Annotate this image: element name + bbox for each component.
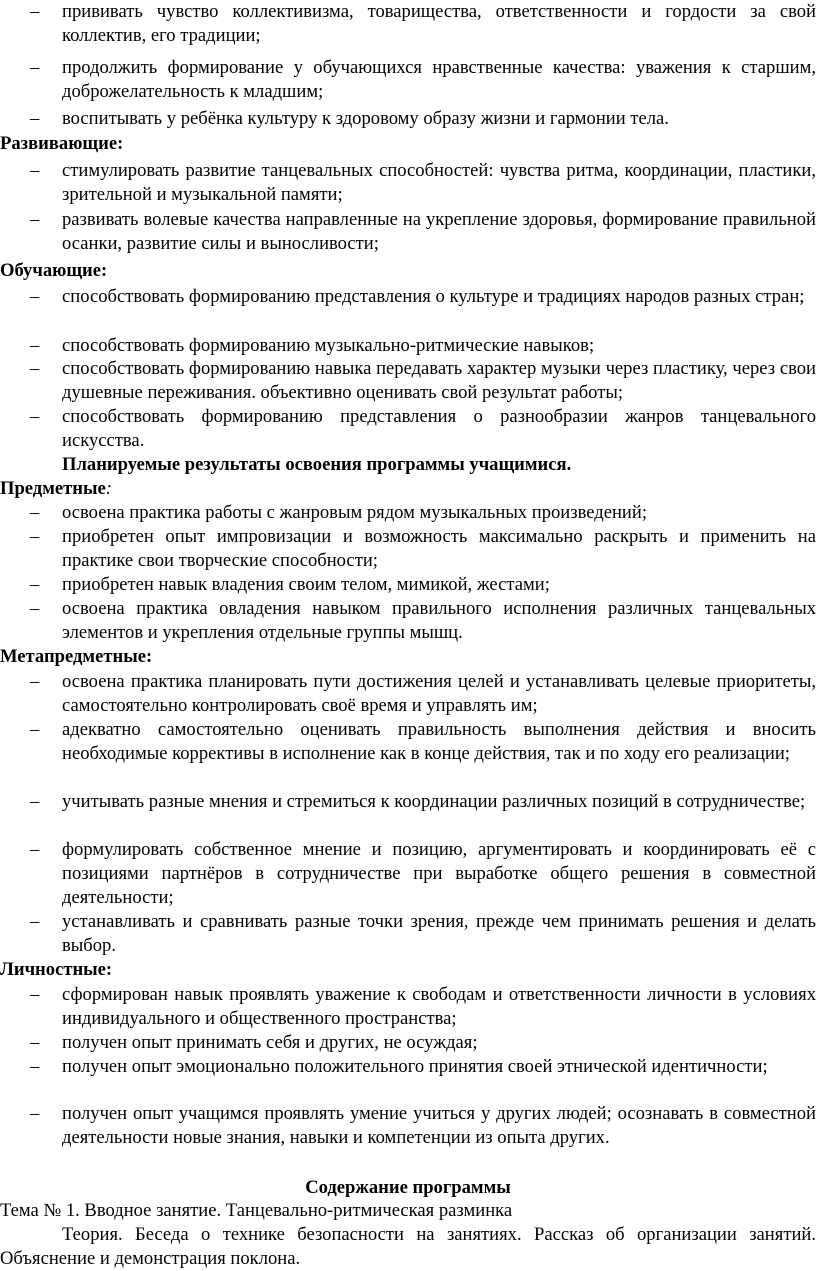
list-dash: –: [30, 160, 40, 181]
list-item-text: освоена практика овладения навыком правильного исполнения различных танцевальных элементов и укрепления отдельные группы мышц.: [62, 598, 816, 643]
list-item-text: приобретен навык владения своим телом, мимикой, жестами;: [62, 574, 550, 595]
list-item: [30, 501, 816, 525]
list-item-text: адекватно самостоятельно оценивать правильность выполнения действия и вносить необходимые коррективы в исполнение как в конце действия, так и по ходу его реализации;: [62, 719, 816, 764]
list-dash: –: [30, 574, 40, 595]
list-item: [30, 983, 816, 1031]
list-item: [30, 1031, 816, 1055]
list-item-text: развивать волевые качества направленные на укрепление здоровья, формирование правильной осанки, развитие силы и выносливости;: [62, 209, 816, 254]
list-dash: –: [30, 358, 40, 379]
list-item-text: приобретен опыт импровизации и возможность максимально раскрыть и применить на практике свои творческие способности;: [62, 526, 816, 571]
list-item: [30, 107, 816, 131]
subject-heading-colon: :: [105, 478, 112, 499]
list-item: [30, 597, 816, 645]
list-item: [30, 334, 816, 358]
list-item-text: способствовать формированию музыкально-ритмические навыков;: [62, 335, 595, 356]
list-item-text: устанавливать и сравнивать разные точки зрения, прежде чем принимать решения и делать выбор.: [62, 911, 816, 956]
list-item: [30, 1055, 816, 1103]
list-item: [30, 718, 816, 790]
list-dash: –: [30, 286, 40, 307]
section-heading-subject: [0, 477, 112, 501]
list-dash: –: [30, 1032, 40, 1053]
list-item: [30, 838, 816, 910]
list-item: [30, 159, 816, 207]
list-dash: –: [30, 406, 40, 427]
list-item: [30, 405, 816, 453]
list-item: [30, 208, 816, 256]
list-item: [30, 1102, 816, 1150]
list-item: [30, 0, 816, 48]
topic-theory-paragraph: Теория. Беседа о технике безопасности на занятиях. Рассказ об организации занятий. Объяснение и демонстрация поклона.: [0, 1224, 816, 1269]
list-item-text: освоена практика работы с жанровым рядом музыкальных произведений;: [62, 502, 648, 523]
list-dash: –: [30, 984, 40, 1005]
list-dash: –: [30, 911, 40, 932]
list-dash: –: [30, 526, 40, 547]
list-item: [30, 285, 816, 333]
list-dash: –: [30, 1103, 40, 1124]
list-dash: –: [30, 1056, 40, 1077]
list-item-text: продолжить формирование у обучающихся нравственные качества: уважения к старшим, доброжелательность к младшим;: [62, 57, 816, 102]
list-item: [30, 357, 816, 405]
list-dash: –: [30, 1, 40, 22]
section-heading-results: Планируемые результаты освоения программы учащимися.: [62, 454, 572, 475]
list-item-text: освоена практика планировать пути достижения целей и устанавливать целевые приоритеты, самостоятельно контролировать своё время и управлять им;: [62, 671, 816, 716]
list-item-text: прививать чувство коллективизма, товарищества, ответственности и гордости за свой коллектив, его традиции;: [62, 1, 816, 46]
topic-title: Тема № 1. Вводное занятие. Танцевально-ритмическая разминка: [0, 1200, 513, 1221]
list-item-text: получен опыт принимать себя и других, не осуждая;: [62, 1032, 478, 1053]
list-dash: –: [30, 791, 40, 812]
section-heading-meta: Метапредметные:: [0, 646, 153, 667]
list-dash: –: [30, 57, 40, 78]
list-item-text: воспитывать у ребёнка культуру к здоровому образу жизни и гармонии тела.: [62, 108, 669, 129]
list-item: [30, 670, 816, 718]
section-heading-teaching: Обучающие:: [0, 260, 108, 281]
section-heading-developing: Развивающие:: [0, 133, 124, 154]
list-item-text: способствовать формированию представления о культуре и традициях народов разных стран;: [62, 286, 805, 307]
list-dash: –: [30, 719, 40, 740]
list-dash: –: [30, 209, 40, 230]
list-item: [30, 525, 816, 573]
list-dash: –: [30, 839, 40, 860]
list-item-text: учитывать разные мнения и стремиться к координации различных позиций в сотрудничестве;: [62, 791, 806, 812]
list-dash: –: [30, 598, 40, 619]
list-item-text: стимулировать развитие танцевальных способностей: чувства ритма, координации, пластики, зрительной и музыкальной памяти;: [62, 160, 816, 205]
list-item: [30, 910, 816, 958]
list-item: [30, 573, 816, 597]
subject-heading-text: Предметные: [0, 478, 106, 499]
list-dash: –: [30, 335, 40, 356]
section-heading-contents: Содержание программы: [305, 1177, 511, 1198]
list-item: [30, 790, 816, 838]
list-item-text: способствовать формированию навыка передавать характер музыки через пластику, через свои душевные переживания. объективно оценивать свой результат работы;: [62, 358, 816, 403]
list-item-text: получен опыт учащимся проявлять умение учиться у других людей; осознавать в совместной деятельности новые знания, навыки и компетенции из опыта других.: [62, 1103, 816, 1148]
section-heading-personal: Личностные:: [0, 959, 113, 980]
list-item-text: сформирован навык проявлять уважение к свободам и ответственности личности в условиях индивидуального и общественного пространства;: [62, 984, 816, 1029]
list-dash: –: [30, 671, 40, 692]
list-item-text: способствовать формированию представления о разнообразии жанров танцевального искусства.: [62, 406, 816, 451]
list-dash: –: [30, 108, 40, 129]
list-item: [30, 56, 816, 104]
list-dash: –: [30, 502, 40, 523]
list-item-text: формулировать собственное мнение и позицию, аргументировать и координировать её с позициями партнёров в сотрудничестве при выработке общего решения в совместной деятельности;: [62, 839, 816, 908]
list-item-text: получен опыт эмоционально положительного принятия своей этнической идентичности;: [62, 1056, 768, 1077]
